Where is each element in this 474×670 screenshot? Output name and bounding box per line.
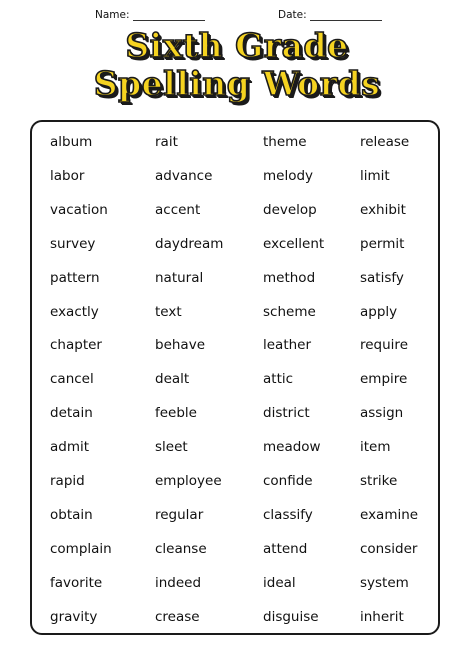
spelling-word: dealt <box>155 371 190 388</box>
spelling-word: complain <box>50 540 112 557</box>
spelling-word: exhibit <box>360 201 406 218</box>
spelling-word: method <box>263 269 316 286</box>
spelling-word: behave <box>155 337 205 354</box>
spelling-word: release <box>360 134 410 150</box>
spelling-word: consider <box>360 540 418 557</box>
spelling-word: sleet <box>155 439 188 456</box>
spelling-word: attend <box>263 540 308 557</box>
spelling-word: vacation <box>50 201 108 218</box>
spelling-word: favorite <box>50 574 103 591</box>
date-blank-line[interactable] <box>310 9 382 21</box>
spelling-word: permit <box>360 235 405 252</box>
spelling-word: text <box>155 303 182 320</box>
spelling-word: empire <box>360 371 408 388</box>
spelling-word: advance <box>155 167 213 184</box>
spelling-word: disguise <box>263 608 319 625</box>
spelling-word: melody <box>263 167 314 184</box>
spelling-word: system <box>360 574 409 591</box>
spelling-word: cancel <box>50 371 94 388</box>
spelling-word: exactly <box>50 303 99 320</box>
spelling-word: gravity <box>50 608 98 625</box>
spelling-word: rapid <box>50 473 85 489</box>
spelling-word: limit <box>360 167 390 184</box>
spelling-word: ideal <box>263 574 296 591</box>
spelling-word: leather <box>263 337 312 354</box>
spelling-word: scheme <box>263 303 316 320</box>
spelling-word: feeble <box>155 405 197 422</box>
spelling-word: excellent <box>263 235 325 252</box>
spelling-word: strike <box>360 473 398 489</box>
spelling-word: obtain <box>50 506 93 523</box>
spelling-word: classify <box>263 506 313 523</box>
spelling-word: admit <box>50 439 90 456</box>
spelling-word: employee <box>155 473 222 489</box>
spelling-word: labor <box>50 167 85 184</box>
title-line-2: Spelling Words <box>93 64 381 103</box>
name-label: Name: <box>95 9 130 21</box>
spelling-word: indeed <box>155 574 202 591</box>
spelling-word: daydream <box>155 235 224 252</box>
spelling-word: attic <box>263 371 294 388</box>
spelling-word: inherit <box>360 608 404 625</box>
title-line-1: Sixth Grade <box>125 26 349 65</box>
spelling-word: crease <box>155 608 200 625</box>
date-field[interactable] <box>278 9 382 21</box>
spelling-word: album <box>50 134 93 150</box>
spelling-word: meadow <box>263 439 321 456</box>
spelling-word: detain <box>50 405 93 422</box>
spelling-word: rait <box>155 134 178 150</box>
spelling-word: examine <box>360 506 419 523</box>
name-blank-line[interactable] <box>133 9 205 21</box>
name-field[interactable] <box>95 9 205 21</box>
date-label: Date: <box>278 9 307 21</box>
spelling-word: district <box>263 405 310 422</box>
spelling-word: satisfy <box>360 269 404 286</box>
spelling-word: develop <box>263 201 317 218</box>
spelling-word: apply <box>360 303 398 320</box>
spelling-word: survey <box>50 235 96 252</box>
spelling-word: cleanse <box>155 540 207 557</box>
spelling-word: require <box>360 337 408 354</box>
spelling-word: natural <box>155 269 204 286</box>
spelling-word: accent <box>155 201 201 218</box>
spelling-word: assign <box>360 405 404 422</box>
spelling-word: theme <box>263 134 307 150</box>
worksheet-header <box>0 9 474 25</box>
spelling-word: chapter <box>50 337 102 354</box>
spelling-word: regular <box>155 506 204 523</box>
spelling-word: confide <box>263 473 313 489</box>
spelling-word: item <box>360 439 391 456</box>
spelling-word: pattern <box>50 269 100 286</box>
